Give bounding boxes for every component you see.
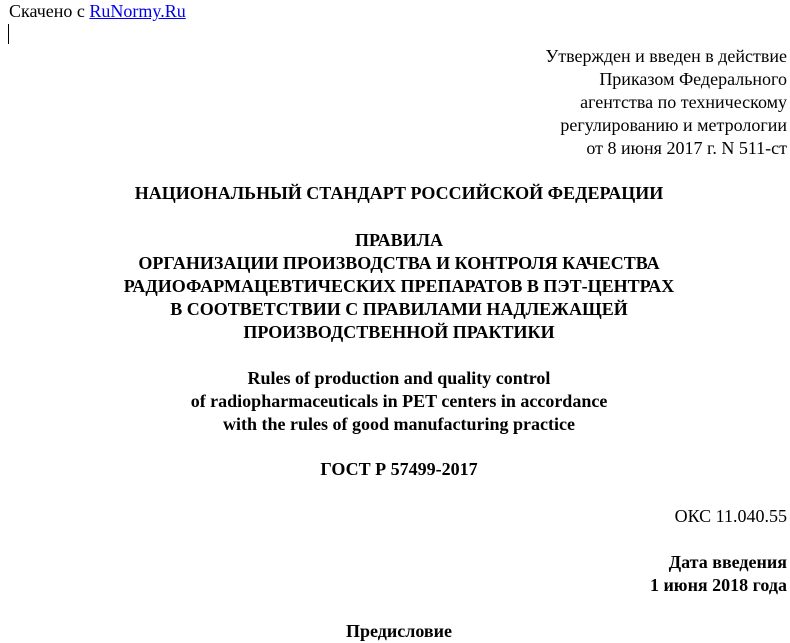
english-title-line: with the rules of good manufacturing practice (223, 414, 575, 434)
gost-number (0, 458, 790, 481)
rules-title-line: В СООТВЕТСТВИИ С ПРАВИЛАМИ НАДЛЕЖАЩЕЙ (170, 299, 628, 319)
approval-block (545, 45, 787, 160)
introduction-date-label: Дата введения (668, 552, 787, 572)
approval-line: от 8 июня 2017 г. N 511-ст (586, 138, 787, 158)
gost-number-text: ГОСТ Р 57499-2017 (320, 459, 478, 479)
standard-title (0, 182, 790, 205)
english-title-line: of radiopharmaceuticals in PET centers in accordance (190, 391, 608, 411)
source-prefix: Скачено с (9, 1, 85, 21)
oks-code: ОКС 11.040.55 (674, 506, 787, 526)
preface-heading-text: Предисловие (346, 621, 452, 641)
rules-title (0, 229, 790, 344)
rules-title-line: ОРГАНИЗАЦИИ ПРОИЗВОДСТВА И КОНТРОЛЯ КАЧЕСТВА (138, 253, 660, 273)
approval-line: Приказом Федерального (599, 69, 787, 89)
introduction-date-value: 1 июня 2018 года (649, 575, 787, 595)
english-title (0, 367, 790, 436)
approval-line: регулированию и метрологии (560, 115, 787, 135)
source-link[interactable]: RuNormy.Ru (89, 1, 186, 21)
source-line (9, 0, 186, 23)
approval-line: Утвержден и введен в действие (545, 46, 787, 66)
approval-line: агентства по техническому (580, 92, 787, 112)
standard-title-text: НАЦИОНАЛЬНЫЙ СТАНДАРТ РОССИЙСКОЙ ФЕДЕРАЦИИ (134, 183, 664, 203)
introduction-date (650, 551, 787, 597)
rules-title-line: РАДИОФАРМАЦЕВТИЧЕСКИХ ПРЕПАРАТОВ В ПЭТ-ЦЕНТРАХ (123, 276, 675, 296)
text-cursor (8, 24, 9, 44)
preface-heading (0, 620, 790, 643)
rules-title-line: ПРОИЗВОДСТВЕННОЙ ПРАКТИКИ (243, 322, 555, 342)
rules-title-line: ПРАВИЛА (354, 230, 444, 250)
english-title-line: Rules of production and quality control (247, 368, 551, 388)
